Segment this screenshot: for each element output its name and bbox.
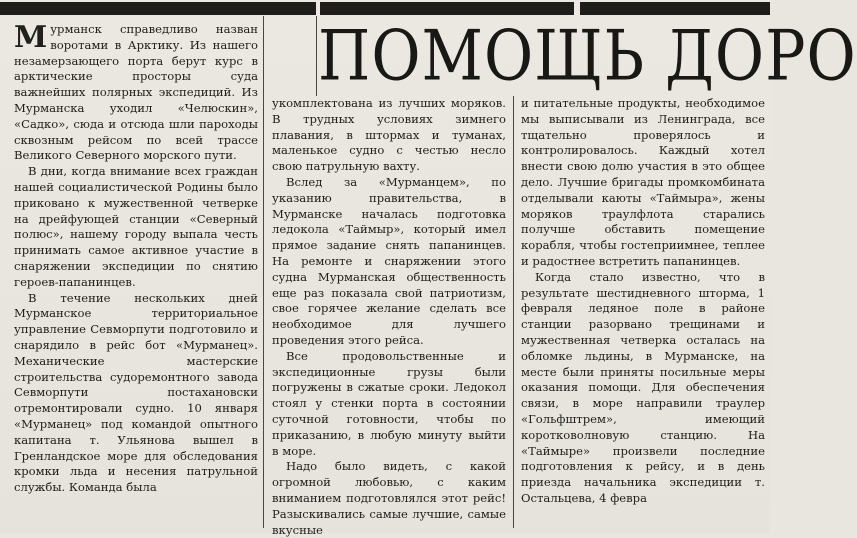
paragraph [14, 22, 258, 164]
margin-fragments [0, 60, 8, 500]
column-divider-1 [263, 16, 264, 528]
paragraph: В течение нескольких дней Мурманское территориальное управление Севморпути подготовило и снарядило в рейс бот «Мурманец». Механические мастерские строительства судоремонтного завода Севморпути постахановски отремонтировали судно. 10 января «Мурманец» под командой опытного капитана т. Ульянова вышел в Гренландское море для обследования кромки льда и несения патрульной службы. Команда была [14, 290, 258, 495]
top-rule-right [580, 2, 770, 15]
top-rule-left [0, 2, 316, 15]
paragraph: укомплектована из лучших моряков. В трудных условиях зимнего плавания, в штормах и туманах, маленькое судно с честью несло свою патрульную вахту. [272, 96, 506, 174]
paragraph-text: урманск справедливо назван воротами в Арктику. Из нашего незамерзающего порта берут курс в арктические просторы суда важнейших полярных экспедиций. Из Мурманска уходил «Челюскин», «Садко», сюда и отсюда шли пароходы сквозным рейсом по всей трассе Великого Северного морского пути. [14, 22, 258, 163]
drop-cap: М [14, 20, 48, 55]
article-headline: ПОМОЩЬ ДОРО [318, 16, 857, 97]
paragraph: Надо было видеть, с какой огромной любовью, с каким вниманием подготовлялся этот рейс! Разыскивались самые лучшие, самые вкусные [272, 459, 506, 537]
headline-divider [316, 16, 317, 96]
column-divider-2 [513, 96, 514, 528]
article-column-3 [521, 96, 765, 507]
article-column-2 [272, 96, 506, 538]
top-rule-middle [320, 2, 574, 15]
paragraph: и питательные продукты, необходимое мы выписывали из Ленинграда, все тщательно проверялось и контролировалось. Каждый хотел внести свою долю участия в это общее дело. Лучшие бригады промкомбината отделывали каюты «Таймыра», жены моряков траулфлота старались получше обставить помещение корабля, чтобы гостеприимнее, теплее и радостнее встретить папанинцев. [521, 96, 765, 268]
paragraph: Все продовольственные и экспедиционные грузы были погружены в сжатые сроки. Ледокол стоял у стенки порта в состоянии суточной готовности, чтобы по приказанию, в любую минуту выйти в море. [272, 348, 506, 458]
article-column-1 [14, 22, 258, 496]
paragraph: Когда стало известно, что в результате шестидневного шторма, 1 февраля ледяное поле в районе станции разорвано трещинами и мужественная четверка осталась на обломке льдины, в Мурманске, на месте были приняты посильные меры оказания помощи. Для обеспечения связи, в море направили траулер «Гольфштрем», имеющий коротковолновую станцию. На «Таймыре» произвели последние подготовления к рейсу, и в день приезда начальника экспедиции т. Остальцева, 4 февра [521, 269, 765, 505]
paragraph: В дни, когда внимание всех граждан нашей социалистической Родины было приковано к мужественной четверке на дрейфующей станции «Северный полюс», нашему городу выпала честь принимать самое активное участие в снаряжении экспедиции по снятию героев-папанинцев. [14, 164, 258, 289]
paragraph: Вслед за «Мурманцем», по указанию правительства, в Мурманске началась подготовка ледокола «Таймыр», который имел прямое задание снять папанинцев. На ремонте и снаряжении этого судна Мурманская общественность еще раз показала свой патриотизм, свое горячее желание сделать все необходимое для лучшего проведения этого рейса. [272, 174, 506, 347]
